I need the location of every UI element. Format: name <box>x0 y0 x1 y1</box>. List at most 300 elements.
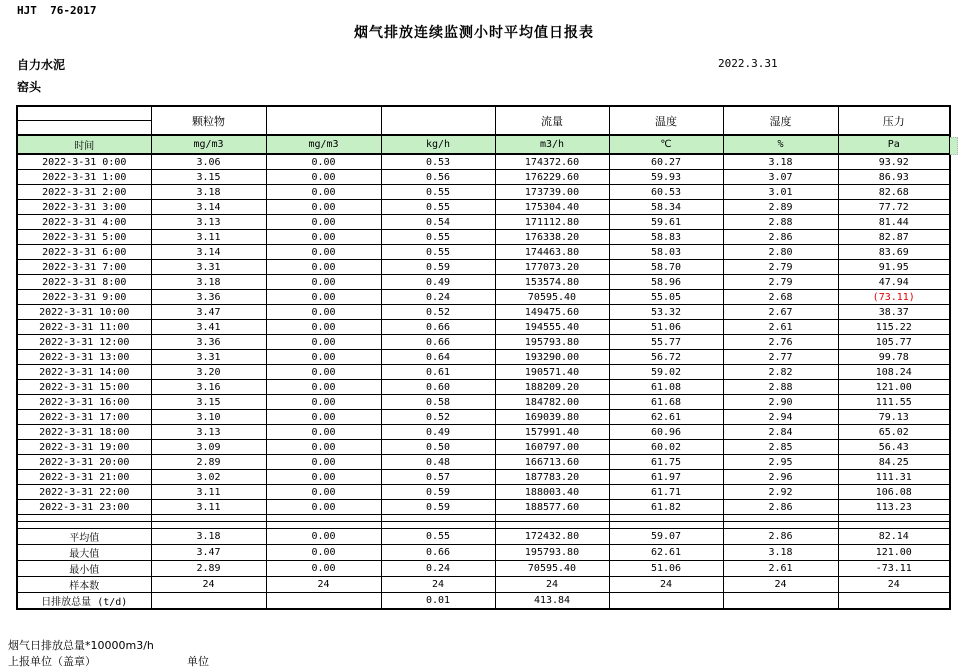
time-cell: 2022-3-31 4:00 <box>17 215 151 230</box>
value-cell: 0.00 <box>266 395 381 410</box>
table-row <box>17 515 950 522</box>
value-cell: 177073.20 <box>495 260 609 275</box>
summary-value-cell: 0.66 <box>381 545 495 561</box>
table-row <box>17 425 950 440</box>
value-cell: 173739.00 <box>495 185 609 200</box>
value-cell: 53.32 <box>609 305 723 320</box>
value-cell: 2.90 <box>723 395 838 410</box>
summary-value-cell <box>266 593 381 610</box>
time-cell: 2022-3-31 7:00 <box>17 260 151 275</box>
time-cell: 2022-3-31 19:00 <box>17 440 151 455</box>
unit-header-cell: kg/h <box>381 135 495 154</box>
table-row <box>17 529 950 545</box>
value-cell: 0.00 <box>266 470 381 485</box>
empty-cell <box>381 522 495 529</box>
value-cell: 0.00 <box>266 485 381 500</box>
value-cell: 0.66 <box>381 320 495 335</box>
value-cell: 2.77 <box>723 350 838 365</box>
value-cell: 2.79 <box>723 275 838 290</box>
value-cell: 188209.20 <box>495 380 609 395</box>
empty-cell <box>609 522 723 529</box>
table-row <box>17 470 950 485</box>
table-row <box>17 200 950 215</box>
value-cell: 61.75 <box>609 455 723 470</box>
time-cell: 2022-3-31 18:00 <box>17 425 151 440</box>
value-cell: 0.55 <box>381 245 495 260</box>
summary-value-cell: 0.00 <box>266 561 381 577</box>
value-cell: 176229.60 <box>495 170 609 185</box>
value-cell: 187783.20 <box>495 470 609 485</box>
table-row <box>17 106 950 121</box>
flow-total-note: 烟气日排放总量*10000m3/h <box>8 639 154 652</box>
value-cell: 0.56 <box>381 170 495 185</box>
time-cell: 2022-3-31 20:00 <box>17 455 151 470</box>
value-cell: 58.96 <box>609 275 723 290</box>
empty-cell <box>381 515 495 522</box>
summary-value-cell: 172432.80 <box>495 529 609 545</box>
value-cell: 61.08 <box>609 380 723 395</box>
time-cell: 2022-3-31 9:00 <box>17 290 151 305</box>
value-cell: 77.72 <box>838 200 950 215</box>
summary-label: 样本数 <box>17 577 151 593</box>
value-cell: 3.20 <box>151 365 266 380</box>
summary-value-cell: 24 <box>838 577 950 593</box>
value-cell: 2.80 <box>723 245 838 260</box>
table-row <box>17 350 950 365</box>
value-cell: 55.05 <box>609 290 723 305</box>
table-row <box>17 135 950 154</box>
value-cell: 60.27 <box>609 154 723 170</box>
table-row <box>17 154 950 170</box>
summary-value-cell: 413.84 <box>495 593 609 610</box>
value-cell: 79.13 <box>838 410 950 425</box>
value-cell: 93.92 <box>838 154 950 170</box>
value-cell: 0.00 <box>266 500 381 515</box>
report-title: 烟气排放连续监测小时平均值日报表 <box>354 25 594 41</box>
value-cell: 55.77 <box>609 335 723 350</box>
value-cell: 121.00 <box>838 380 950 395</box>
empty-cell <box>266 515 381 522</box>
time-cell: 2022-3-31 13:00 <box>17 350 151 365</box>
summary-value-cell: 2.89 <box>151 561 266 577</box>
unit-header-cell: m3/h <box>495 135 609 154</box>
value-cell: 0.59 <box>381 485 495 500</box>
summary-value-cell: 3.18 <box>151 529 266 545</box>
group-header-cell: 颗粒物 <box>151 106 266 135</box>
value-cell: 2.86 <box>723 500 838 515</box>
value-cell: 106.08 <box>838 485 950 500</box>
value-cell: 61.68 <box>609 395 723 410</box>
value-cell: 91.95 <box>838 260 950 275</box>
time-cell: 2022-3-31 6:00 <box>17 245 151 260</box>
value-cell: 62.61 <box>609 410 723 425</box>
table-row <box>17 455 950 470</box>
value-cell: 174463.80 <box>495 245 609 260</box>
summary-value-cell: 24 <box>151 577 266 593</box>
value-cell: 56.72 <box>609 350 723 365</box>
value-cell: 0.61 <box>381 365 495 380</box>
value-cell: 2.89 <box>151 455 266 470</box>
table-row <box>17 245 950 260</box>
value-cell: 2.76 <box>723 335 838 350</box>
summary-value-cell: 0.55 <box>381 529 495 545</box>
value-cell: 38.37 <box>838 305 950 320</box>
value-cell: 3.31 <box>151 350 266 365</box>
time-cell: 2022-3-31 16:00 <box>17 395 151 410</box>
value-cell: 82.68 <box>838 185 950 200</box>
value-cell: 2.88 <box>723 380 838 395</box>
monitoring-point: 窑头 <box>17 80 42 94</box>
value-cell: 60.02 <box>609 440 723 455</box>
value-cell: 3.01 <box>723 185 838 200</box>
value-cell: 0.24 <box>381 290 495 305</box>
header-corner-cell <box>17 121 151 136</box>
value-cell: 3.18 <box>151 275 266 290</box>
value-cell: 60.53 <box>609 185 723 200</box>
time-cell: 2022-3-31 2:00 <box>17 185 151 200</box>
summary-label: 最小值 <box>17 561 151 577</box>
value-cell: 108.24 <box>838 365 950 380</box>
table-row <box>17 561 950 577</box>
empty-cell <box>495 515 609 522</box>
value-cell: 61.97 <box>609 470 723 485</box>
summary-value-cell: 195793.80 <box>495 545 609 561</box>
unit-header-cell: Pa <box>838 135 950 154</box>
value-cell: 111.55 <box>838 395 950 410</box>
summary-value-cell: 62.61 <box>609 545 723 561</box>
value-cell: 176338.20 <box>495 230 609 245</box>
value-cell: 188003.40 <box>495 485 609 500</box>
value-cell: 184782.00 <box>495 395 609 410</box>
table-row <box>17 275 950 290</box>
time-cell: 2022-3-31 5:00 <box>17 230 151 245</box>
summary-value-cell: 24 <box>266 577 381 593</box>
table-row <box>17 410 950 425</box>
value-cell: 0.55 <box>381 200 495 215</box>
empty-cell <box>151 522 266 529</box>
empty-cell <box>609 515 723 522</box>
value-cell: 0.00 <box>266 335 381 350</box>
summary-value-cell <box>723 593 838 610</box>
time-cell: 2022-3-31 15:00 <box>17 380 151 395</box>
summary-value-cell: 24 <box>381 577 495 593</box>
value-cell: (73.11) <box>838 290 950 305</box>
value-cell: 58.03 <box>609 245 723 260</box>
empty-cell <box>838 515 950 522</box>
value-cell: 65.02 <box>838 425 950 440</box>
report-table <box>16 105 951 610</box>
value-cell: 0.50 <box>381 440 495 455</box>
value-cell: 0.48 <box>381 455 495 470</box>
value-cell: 59.61 <box>609 215 723 230</box>
value-cell: 3.10 <box>151 410 266 425</box>
group-header-cell <box>266 106 381 135</box>
value-cell: 0.00 <box>266 170 381 185</box>
value-cell: 84.25 <box>838 455 950 470</box>
unit-label: 单位 <box>187 655 209 668</box>
table-row <box>17 215 950 230</box>
value-cell: 47.94 <box>838 275 950 290</box>
value-cell: 2.89 <box>723 200 838 215</box>
value-cell: 3.11 <box>151 230 266 245</box>
value-cell: 2.82 <box>723 365 838 380</box>
value-cell: 105.77 <box>838 335 950 350</box>
time-cell: 2022-3-31 0:00 <box>17 154 151 170</box>
value-cell: 166713.60 <box>495 455 609 470</box>
value-cell: 3.14 <box>151 245 266 260</box>
group-header-cell: 压力 <box>838 106 950 135</box>
summary-label: 最大值 <box>17 545 151 561</box>
value-cell: 171112.80 <box>495 215 609 230</box>
company-name: 自力水泥 <box>17 58 66 72</box>
time-cell: 2022-3-31 8:00 <box>17 275 151 290</box>
summary-value-cell: 0.00 <box>266 545 381 561</box>
summary-value-cell: 0.01 <box>381 593 495 610</box>
value-cell: 190571.40 <box>495 365 609 380</box>
table-row <box>17 440 950 455</box>
value-cell: 3.18 <box>151 185 266 200</box>
value-cell: 0.00 <box>266 230 381 245</box>
group-header-cell: 温度 <box>609 106 723 135</box>
unit-header-cell: 时间 <box>17 135 151 154</box>
value-cell: 175304.40 <box>495 200 609 215</box>
value-cell: 0.00 <box>266 365 381 380</box>
value-cell: 0.59 <box>381 260 495 275</box>
time-cell: 2022-3-31 17:00 <box>17 410 151 425</box>
value-cell: 3.13 <box>151 425 266 440</box>
unit-header-cell: mg/m3 <box>266 135 381 154</box>
time-cell: 2022-3-31 14:00 <box>17 365 151 380</box>
group-header-cell: 湿度 <box>723 106 838 135</box>
value-cell: 0.60 <box>381 380 495 395</box>
table-row <box>17 485 950 500</box>
value-cell: 3.36 <box>151 290 266 305</box>
summary-value-cell: 24 <box>609 577 723 593</box>
summary-value-cell: 51.06 <box>609 561 723 577</box>
value-cell: 58.83 <box>609 230 723 245</box>
value-cell: 0.64 <box>381 350 495 365</box>
value-cell: 3.06 <box>151 154 266 170</box>
value-cell: 61.82 <box>609 500 723 515</box>
value-cell: 0.00 <box>266 320 381 335</box>
value-cell: 0.55 <box>381 230 495 245</box>
value-cell: 0.66 <box>381 335 495 350</box>
value-cell: 149475.60 <box>495 305 609 320</box>
value-cell: 0.00 <box>266 260 381 275</box>
value-cell: 51.06 <box>609 320 723 335</box>
value-cell: 0.00 <box>266 305 381 320</box>
value-cell: 157991.40 <box>495 425 609 440</box>
time-cell: 2022-3-31 12:00 <box>17 335 151 350</box>
value-cell: 0.00 <box>266 245 381 260</box>
value-cell: 2.84 <box>723 425 838 440</box>
summary-label: 平均值 <box>17 529 151 545</box>
value-cell: 86.93 <box>838 170 950 185</box>
table-row <box>17 380 950 395</box>
empty-cell <box>17 522 151 529</box>
value-cell: 2.61 <box>723 320 838 335</box>
value-cell: 174372.60 <box>495 154 609 170</box>
table-row <box>17 260 950 275</box>
value-cell: 169039.80 <box>495 410 609 425</box>
table-row <box>17 395 950 410</box>
value-cell: 3.18 <box>723 154 838 170</box>
value-cell: 3.11 <box>151 485 266 500</box>
value-cell: 83.69 <box>838 245 950 260</box>
value-cell: 0.57 <box>381 470 495 485</box>
group-header-cell: 流量 <box>495 106 609 135</box>
value-cell: 0.49 <box>381 425 495 440</box>
value-cell: 0.58 <box>381 395 495 410</box>
value-cell: 0.00 <box>266 440 381 455</box>
value-cell: 2.92 <box>723 485 838 500</box>
value-cell: 2.85 <box>723 440 838 455</box>
value-cell: 188577.60 <box>495 500 609 515</box>
table-row <box>17 522 950 529</box>
value-cell: 0.55 <box>381 185 495 200</box>
value-cell: 0.49 <box>381 275 495 290</box>
empty-cell <box>151 515 266 522</box>
time-cell: 2022-3-31 10:00 <box>17 305 151 320</box>
value-cell: 0.00 <box>266 455 381 470</box>
value-cell: 2.68 <box>723 290 838 305</box>
summary-value-cell: 24 <box>495 577 609 593</box>
table-row <box>17 593 950 610</box>
table-row <box>17 230 950 245</box>
table-row <box>17 545 950 561</box>
empty-cell <box>495 522 609 529</box>
value-cell: 3.11 <box>151 500 266 515</box>
value-cell: 0.00 <box>266 380 381 395</box>
value-cell: 56.43 <box>838 440 950 455</box>
value-cell: 0.00 <box>266 185 381 200</box>
report-date: 2022.3.31 <box>718 57 778 70</box>
time-cell: 2022-3-31 11:00 <box>17 320 151 335</box>
value-cell: 3.15 <box>151 170 266 185</box>
value-cell: 60.96 <box>609 425 723 440</box>
green-row-overflow <box>950 137 958 155</box>
value-cell: 58.70 <box>609 260 723 275</box>
value-cell: 82.87 <box>838 230 950 245</box>
time-cell: 2022-3-31 23:00 <box>17 500 151 515</box>
summary-value-cell: 2.61 <box>723 561 838 577</box>
value-cell: 193290.00 <box>495 350 609 365</box>
value-cell: 3.09 <box>151 440 266 455</box>
value-cell: 0.00 <box>266 410 381 425</box>
value-cell: 0.53 <box>381 154 495 170</box>
value-cell: 81.44 <box>838 215 950 230</box>
value-cell: 0.00 <box>266 290 381 305</box>
summary-value-cell: -73.11 <box>838 561 950 577</box>
empty-cell <box>723 515 838 522</box>
value-cell: 0.52 <box>381 410 495 425</box>
value-cell: 3.41 <box>151 320 266 335</box>
value-cell: 0.00 <box>266 215 381 230</box>
value-cell: 194555.40 <box>495 320 609 335</box>
value-cell: 0.52 <box>381 305 495 320</box>
summary-value-cell <box>151 593 266 610</box>
summary-value-cell: 82.14 <box>838 529 950 545</box>
summary-value-cell: 0.00 <box>266 529 381 545</box>
summary-value-cell: 70595.40 <box>495 561 609 577</box>
value-cell: 59.93 <box>609 170 723 185</box>
table-row <box>17 335 950 350</box>
time-cell: 2022-3-31 21:00 <box>17 470 151 485</box>
value-cell: 195793.80 <box>495 335 609 350</box>
empty-cell <box>723 522 838 529</box>
summary-value-cell: 3.47 <box>151 545 266 561</box>
empty-cell <box>17 515 151 522</box>
summary-value-cell: 2.86 <box>723 529 838 545</box>
empty-cell <box>266 522 381 529</box>
value-cell: 2.88 <box>723 215 838 230</box>
table-row <box>17 305 950 320</box>
value-cell: 2.94 <box>723 410 838 425</box>
value-cell: 2.67 <box>723 305 838 320</box>
value-cell: 2.96 <box>723 470 838 485</box>
value-cell: 3.14 <box>151 200 266 215</box>
summary-label: 日排放总量 (t/d) <box>17 593 151 610</box>
time-cell: 2022-3-31 1:00 <box>17 170 151 185</box>
value-cell: 2.79 <box>723 260 838 275</box>
time-cell: 2022-3-31 22:00 <box>17 485 151 500</box>
unit-header-cell: ℃ <box>609 135 723 154</box>
summary-value-cell <box>838 593 950 610</box>
value-cell: 61.71 <box>609 485 723 500</box>
value-cell: 3.36 <box>151 335 266 350</box>
value-cell: 3.31 <box>151 260 266 275</box>
reporting-unit-label: 上报单位（盖章） <box>8 655 96 668</box>
unit-header-cell: % <box>723 135 838 154</box>
value-cell: 3.13 <box>151 215 266 230</box>
summary-value-cell: 0.24 <box>381 561 495 577</box>
value-cell: 2.95 <box>723 455 838 470</box>
value-cell: 113.23 <box>838 500 950 515</box>
summary-value-cell: 3.18 <box>723 545 838 561</box>
empty-cell <box>838 522 950 529</box>
value-cell: 58.34 <box>609 200 723 215</box>
table-row <box>17 185 950 200</box>
value-cell: 160797.00 <box>495 440 609 455</box>
summary-value-cell: 121.00 <box>838 545 950 561</box>
time-cell: 2022-3-31 3:00 <box>17 200 151 215</box>
value-cell: 0.54 <box>381 215 495 230</box>
group-header-cell <box>381 106 495 135</box>
value-cell: 0.59 <box>381 500 495 515</box>
table-row <box>17 500 950 515</box>
value-cell: 0.00 <box>266 275 381 290</box>
value-cell: 3.07 <box>723 170 838 185</box>
table-row <box>17 290 950 305</box>
value-cell: 111.31 <box>838 470 950 485</box>
value-cell: 0.00 <box>266 200 381 215</box>
value-cell: 70595.40 <box>495 290 609 305</box>
summary-value-cell: 24 <box>723 577 838 593</box>
value-cell: 3.15 <box>151 395 266 410</box>
value-cell: 3.47 <box>151 305 266 320</box>
unit-header-cell: mg/m3 <box>151 135 266 154</box>
standard-code: HJT 76-2017 <box>17 4 97 17</box>
summary-value-cell <box>609 593 723 610</box>
value-cell: 0.00 <box>266 425 381 440</box>
value-cell: 3.02 <box>151 470 266 485</box>
value-cell: 0.00 <box>266 350 381 365</box>
table-row <box>17 170 950 185</box>
value-cell: 2.86 <box>723 230 838 245</box>
value-cell: 0.00 <box>266 154 381 170</box>
table-row <box>17 577 950 593</box>
header-corner-cell <box>17 106 151 121</box>
